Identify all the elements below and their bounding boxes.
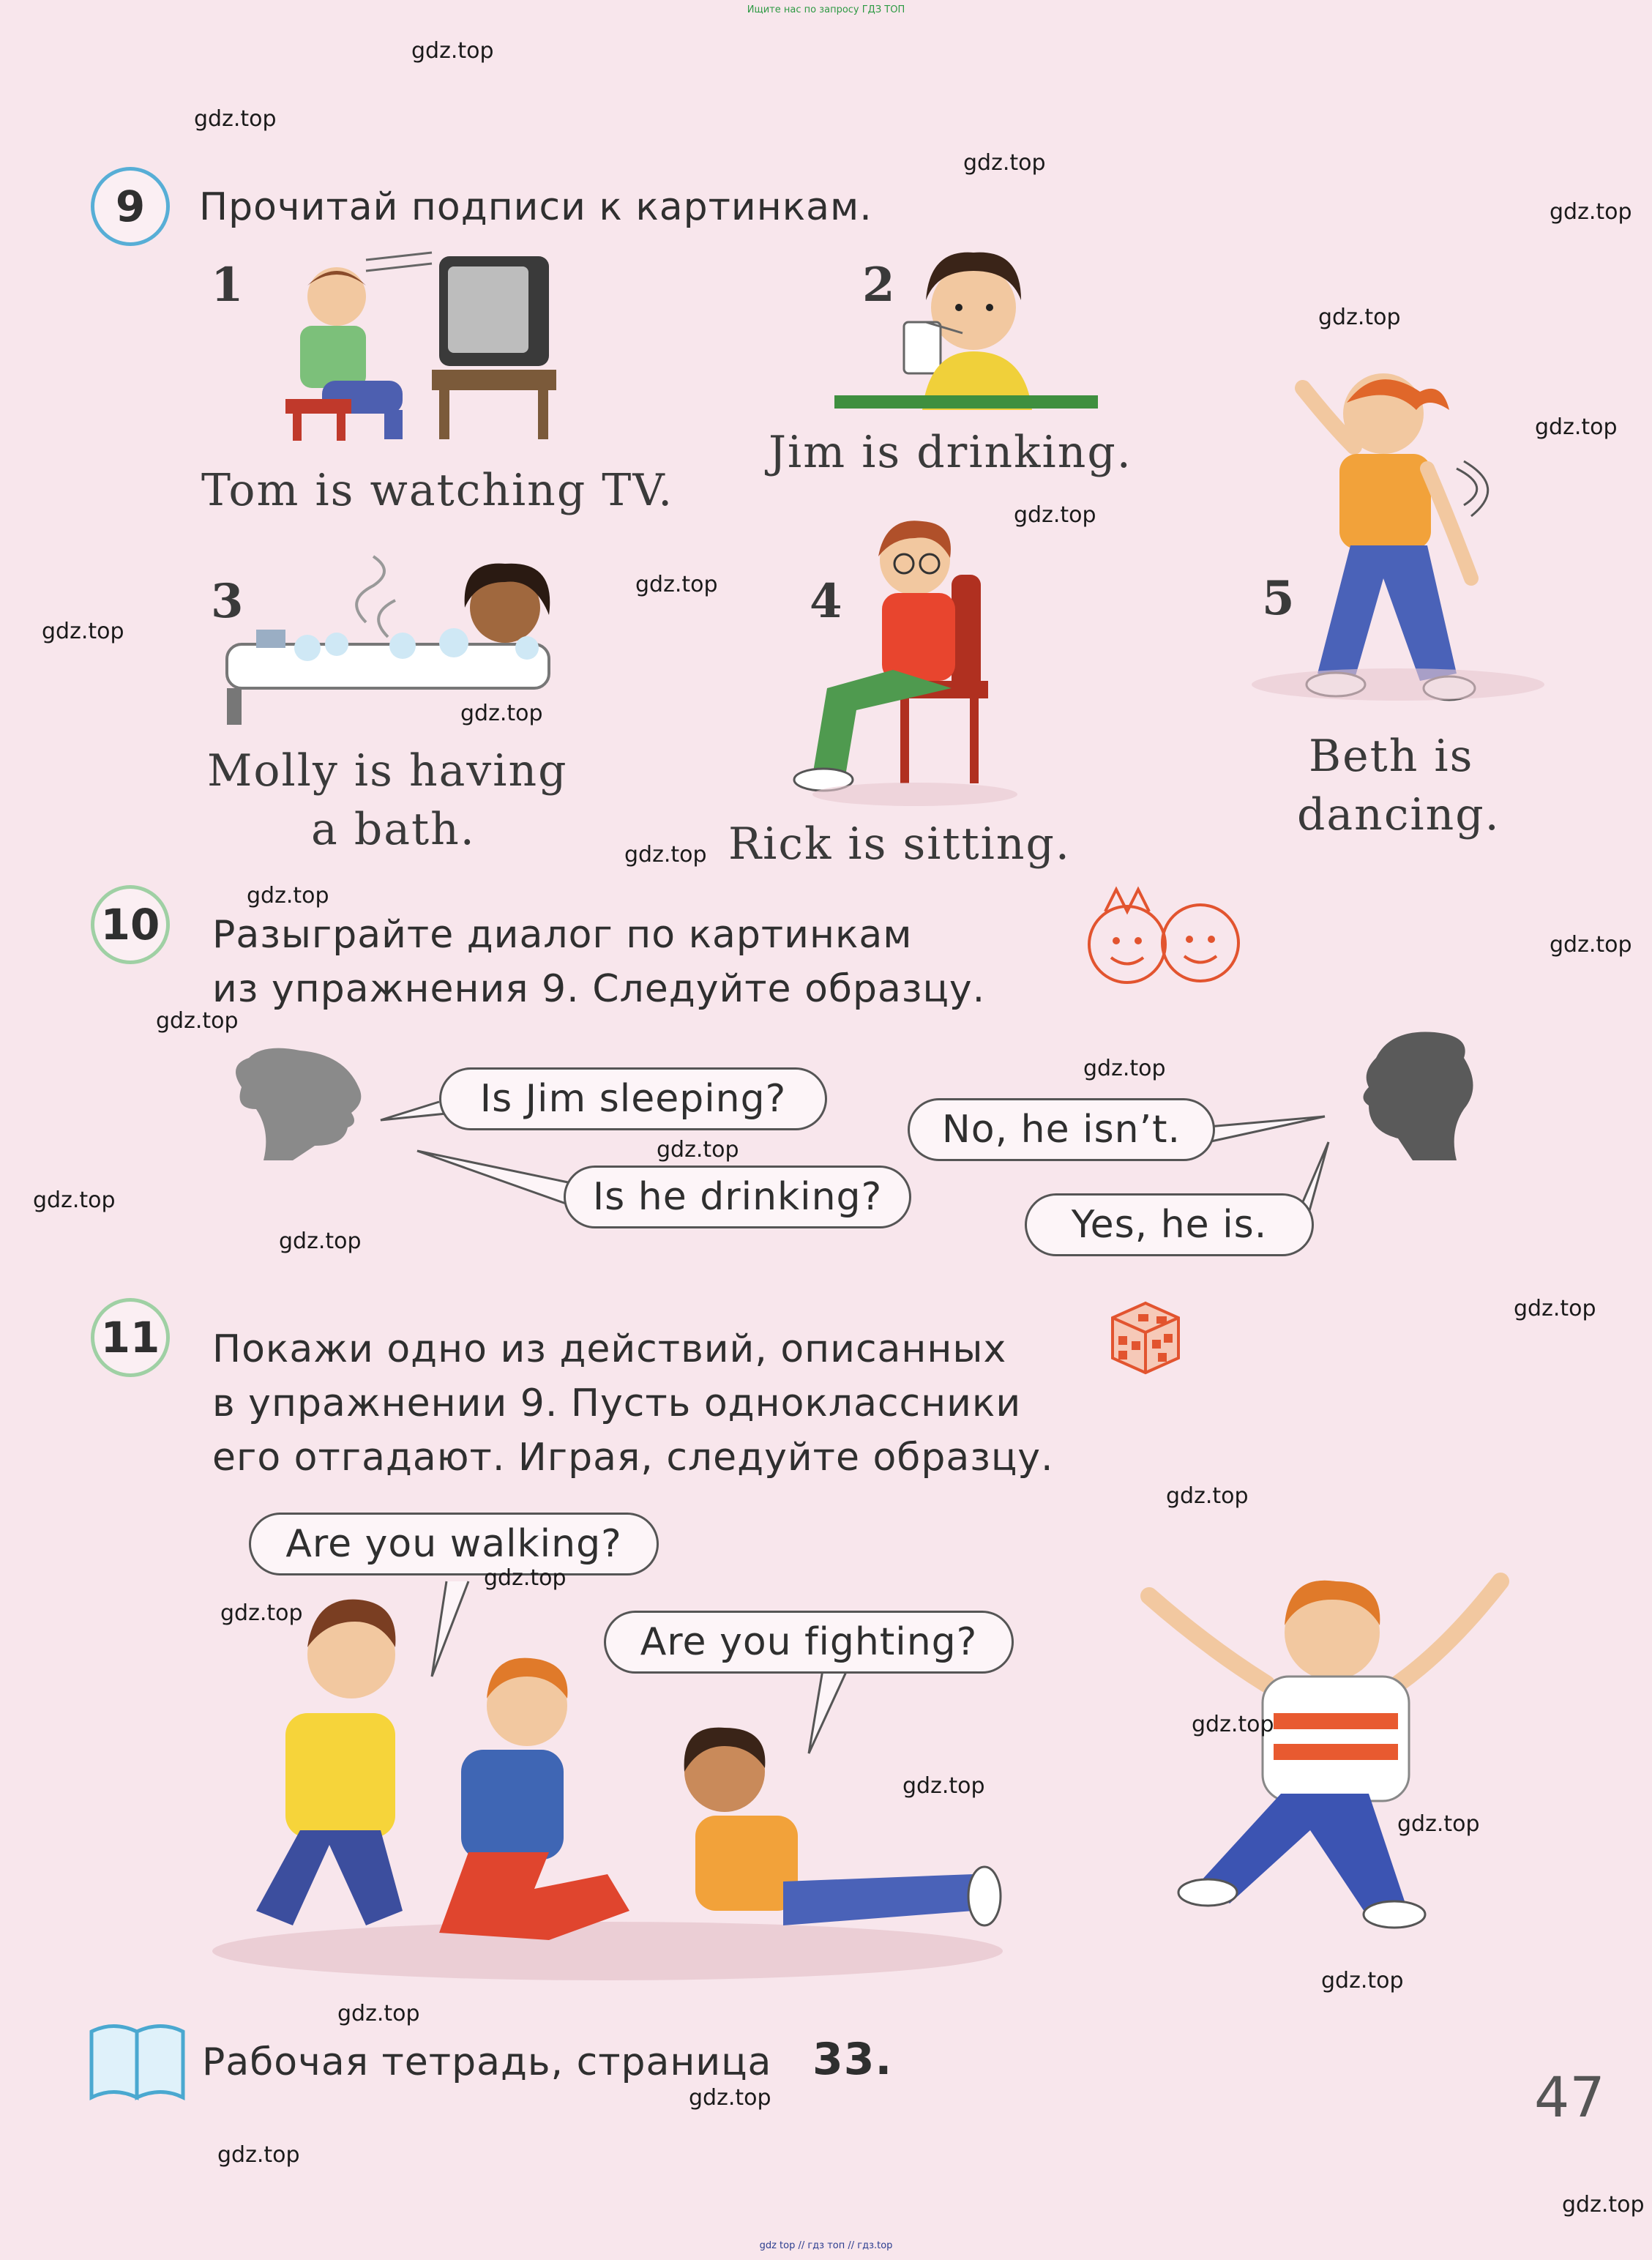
exercise-9-number: 9 [91, 167, 170, 246]
bubble-is-jim-sleeping: Is Jim sleeping? [439, 1067, 827, 1130]
watermark: gdz.top [624, 842, 707, 868]
watermark: gdz.top [689, 2085, 771, 2111]
top-note: Ищите нас по запросу ГДЗ ТОП [747, 4, 905, 15]
exercise-10-instruction-line2: из упражнения 9. Следуйте образцу. [212, 967, 986, 1011]
watermark: gdz.top [1192, 1712, 1274, 1737]
picture-5-caption-line2: dancing. [1297, 789, 1500, 840]
watermark: gdz.top [1014, 502, 1096, 528]
watermark: gdz.top [1550, 932, 1632, 958]
watermark: gdz.top [1550, 199, 1632, 225]
exercise-9-instruction: Прочитай подписи к картинкам. [199, 185, 872, 229]
watermark: gdz.top [484, 1565, 567, 1591]
exercise-11-instruction-line2: в упражнении 9. Пусть одноклассники [212, 1381, 1022, 1425]
watermark: gdz.top [657, 1137, 739, 1163]
boy-dancing-illustration [1135, 1552, 1515, 1947]
picture-2-caption: Jim is drinking. [769, 427, 1132, 478]
watermark: gdz.top [217, 2142, 300, 2168]
picture-4-number: 4 [810, 574, 842, 629]
watermark: gdz.top [902, 1773, 985, 1799]
watermark: gdz.top [1321, 1968, 1404, 1994]
bubble-is-he-drinking: Is he drinking? [564, 1166, 911, 1228]
watermark: gdz.top [1514, 1296, 1596, 1321]
picture-3-caption-line2: a bath. [311, 804, 476, 855]
bubble-are-you-walking: Are you walking? [249, 1513, 659, 1575]
watermark: gdz.top [194, 106, 277, 132]
watermark: gdz.top [963, 150, 1046, 176]
picture-5-number: 5 [1262, 571, 1295, 626]
children-guessing-illustration [198, 1567, 1025, 1984]
bubble-are-you-fighting: Are you fighting? [604, 1611, 1014, 1674]
picture-2-number: 2 [862, 258, 895, 313]
watermark: gdz.top [1318, 305, 1401, 330]
watermark: gdz.top [1535, 414, 1618, 440]
watermark: gdz.top [42, 619, 124, 644]
picture-3-number: 3 [211, 574, 244, 629]
watermark: gdz.top [1397, 1811, 1480, 1837]
watermark: gdz.top [247, 883, 329, 909]
book-icon [88, 2017, 187, 2101]
page-number: 47 [1534, 2065, 1605, 2130]
picture-1-caption: Tom is watching TV. [201, 465, 674, 516]
picture-1-number: 1 [211, 258, 244, 313]
picture-5-caption-line1: Beth is [1309, 731, 1474, 782]
bubble-no-he-isnt: No, he isn’t. [908, 1098, 1215, 1161]
watermark: gdz.top [1166, 1483, 1249, 1509]
watermark: gdz.top [156, 1008, 239, 1034]
watermark: gdz.top [279, 1228, 362, 1254]
picture-4-caption: Rick is sitting. [728, 818, 1071, 870]
watermark: gdz.top [1562, 2192, 1645, 2218]
picture-3-caption-line1: Molly is having [207, 745, 568, 797]
workbook-page-number: 33. [812, 2034, 893, 2085]
bottom-note: gdz top // гдз топ // гдз.top [759, 2240, 893, 2251]
watermark: gdz.top [460, 701, 543, 726]
watermark: gdz.top [337, 2001, 420, 2026]
exercise-11-instruction-line3: его отгадают. Играя, следуйте образцу. [212, 1436, 1054, 1480]
exercise-11-number: 11 [91, 1298, 170, 1377]
watermark: gdz.top [220, 1600, 303, 1626]
watermark: gdz.top [411, 38, 494, 64]
bubble-yes-he-is: Yes, he is. [1025, 1193, 1314, 1256]
exercise-11-instruction-line1: Покажи одно из действий, описанных [212, 1327, 1007, 1371]
exercise-10-instruction-line1: Разыграйте диалог по картинкам [212, 913, 913, 957]
watermark: gdz.top [635, 572, 718, 597]
watermark: gdz.top [33, 1187, 116, 1213]
watermark: gdz.top [1083, 1056, 1166, 1081]
exercise-10-number: 10 [91, 885, 170, 964]
workbook-reference-text: Рабочая тетрадь, страница [202, 2040, 772, 2084]
game-cube-icon [1105, 1296, 1186, 1376]
